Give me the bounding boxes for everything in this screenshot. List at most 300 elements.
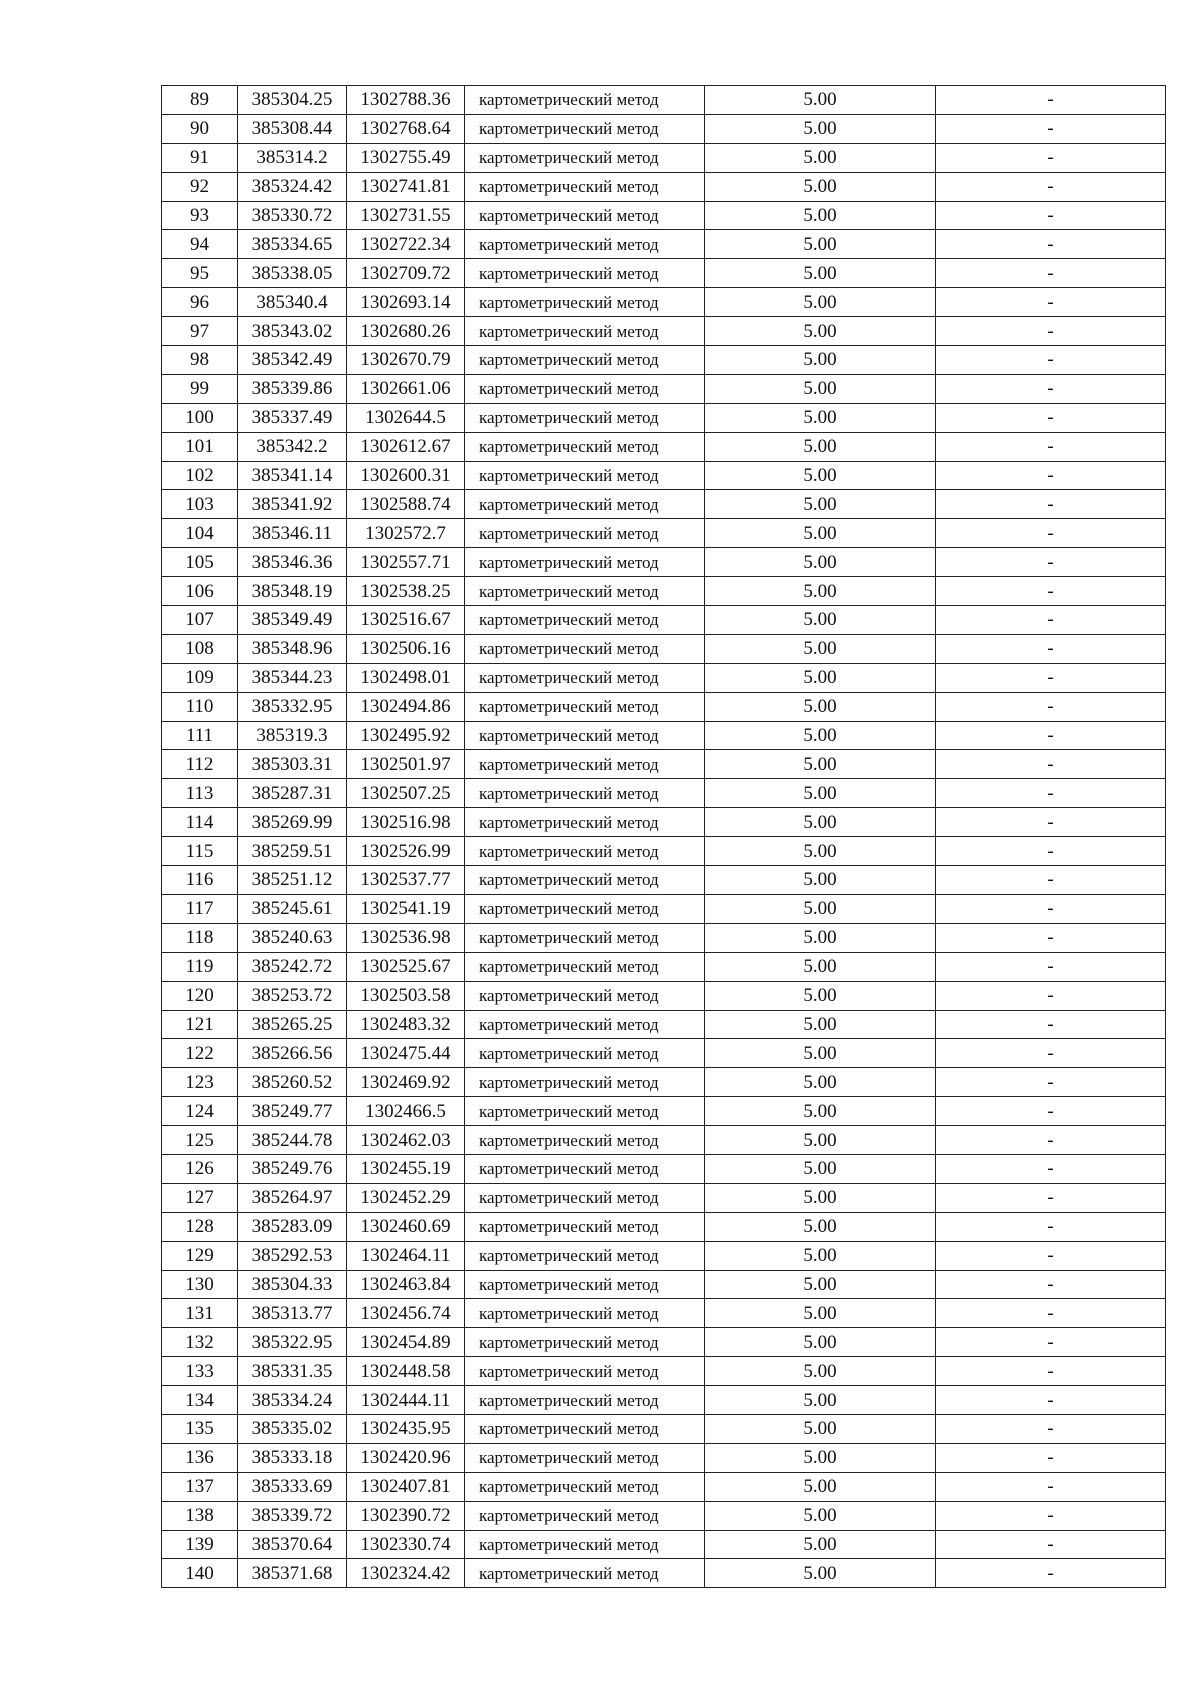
note-cell: - (936, 374, 1166, 403)
x-coordinate-cell: 385331.35 (238, 1357, 347, 1386)
table-row (162, 1126, 1166, 1155)
method-cell: картометрический метод (465, 1299, 705, 1328)
table-row (162, 1212, 1166, 1241)
accuracy-cell: 5.00 (705, 1501, 936, 1530)
table-row (162, 1530, 1166, 1559)
point-number-cell: 138 (162, 1501, 238, 1530)
y-coordinate-cell: 1302506.16 (347, 634, 465, 663)
x-coordinate-cell: 385348.19 (238, 577, 347, 606)
x-coordinate-cell: 385269.99 (238, 808, 347, 837)
point-number-cell: 96 (162, 288, 238, 317)
x-coordinate-cell: 385249.77 (238, 1097, 347, 1126)
point-number-cell: 90 (162, 114, 238, 143)
table-row (162, 1068, 1166, 1097)
x-coordinate-cell: 385264.97 (238, 1183, 347, 1212)
point-number-cell: 93 (162, 201, 238, 230)
x-coordinate-cell: 385335.02 (238, 1414, 347, 1443)
x-coordinate-cell: 385324.42 (238, 172, 347, 201)
table-row (162, 1357, 1166, 1386)
x-coordinate-cell: 385341.92 (238, 490, 347, 519)
accuracy-cell: 5.00 (705, 1559, 936, 1588)
method-cell: картометрический метод (465, 1241, 705, 1270)
note-cell: - (936, 606, 1166, 635)
table-row (162, 374, 1166, 403)
point-number-cell: 133 (162, 1357, 238, 1386)
accuracy-cell: 5.00 (705, 432, 936, 461)
method-cell: картометрический метод (465, 519, 705, 548)
point-number-cell: 107 (162, 606, 238, 635)
table-row (162, 894, 1166, 923)
note-cell: - (936, 1501, 1166, 1530)
y-coordinate-cell: 1302557.71 (347, 548, 465, 577)
x-coordinate-cell: 385242.72 (238, 952, 347, 981)
y-coordinate-cell: 1302498.01 (347, 663, 465, 692)
x-coordinate-cell: 385245.61 (238, 894, 347, 923)
x-coordinate-cell: 385314.2 (238, 143, 347, 172)
x-coordinate-cell: 385304.33 (238, 1270, 347, 1299)
method-cell: картометрический метод (465, 548, 705, 577)
note-cell: - (936, 1126, 1166, 1155)
point-number-cell: 129 (162, 1241, 238, 1270)
x-coordinate-cell: 385266.56 (238, 1039, 347, 1068)
table-row (162, 288, 1166, 317)
accuracy-cell: 5.00 (705, 1010, 936, 1039)
table-row (162, 1270, 1166, 1299)
point-number-cell: 137 (162, 1472, 238, 1501)
accuracy-cell: 5.00 (705, 1183, 936, 1212)
table-row (162, 1010, 1166, 1039)
x-coordinate-cell: 385341.14 (238, 461, 347, 490)
y-coordinate-cell: 1302768.64 (347, 114, 465, 143)
accuracy-cell: 5.00 (705, 866, 936, 895)
x-coordinate-cell: 385337.49 (238, 403, 347, 432)
y-coordinate-cell: 1302483.32 (347, 1010, 465, 1039)
accuracy-cell: 5.00 (705, 1530, 936, 1559)
x-coordinate-cell: 385313.77 (238, 1299, 347, 1328)
y-coordinate-cell: 1302680.26 (347, 317, 465, 346)
table-row (162, 1299, 1166, 1328)
x-coordinate-cell: 385338.05 (238, 259, 347, 288)
x-coordinate-cell: 385334.65 (238, 230, 347, 259)
point-number-cell: 99 (162, 374, 238, 403)
table-row (162, 403, 1166, 432)
accuracy-cell: 5.00 (705, 1039, 936, 1068)
y-coordinate-cell: 1302444.11 (347, 1386, 465, 1415)
y-coordinate-cell: 1302435.95 (347, 1414, 465, 1443)
note-cell: - (936, 259, 1166, 288)
y-coordinate-cell: 1302525.67 (347, 952, 465, 981)
accuracy-cell: 5.00 (705, 1357, 936, 1386)
x-coordinate-cell: 385346.11 (238, 519, 347, 548)
table-row (162, 1154, 1166, 1183)
point-number-cell: 134 (162, 1386, 238, 1415)
table-row (162, 143, 1166, 172)
coordinates-table-body (162, 86, 1166, 1588)
accuracy-cell: 5.00 (705, 1154, 936, 1183)
x-coordinate-cell: 385370.64 (238, 1530, 347, 1559)
accuracy-cell: 5.00 (705, 1414, 936, 1443)
note-cell: - (936, 288, 1166, 317)
y-coordinate-cell: 1302501.97 (347, 750, 465, 779)
method-cell: картометрический метод (465, 606, 705, 635)
note-cell: - (936, 952, 1166, 981)
accuracy-cell: 5.00 (705, 403, 936, 432)
y-coordinate-cell: 1302462.03 (347, 1126, 465, 1155)
method-cell: картометрический метод (465, 403, 705, 432)
note-cell: - (936, 779, 1166, 808)
point-number-cell: 120 (162, 981, 238, 1010)
accuracy-cell: 5.00 (705, 1097, 936, 1126)
table-row (162, 577, 1166, 606)
table-row (162, 1183, 1166, 1212)
y-coordinate-cell: 1302644.5 (347, 403, 465, 432)
point-number-cell: 118 (162, 923, 238, 952)
table-row (162, 1039, 1166, 1068)
point-number-cell: 89 (162, 86, 238, 115)
note-cell: - (936, 490, 1166, 519)
note-cell: - (936, 143, 1166, 172)
accuracy-cell: 5.00 (705, 721, 936, 750)
accuracy-cell: 5.00 (705, 374, 936, 403)
point-number-cell: 124 (162, 1097, 238, 1126)
accuracy-cell: 5.00 (705, 981, 936, 1010)
accuracy-cell: 5.00 (705, 114, 936, 143)
table-row (162, 230, 1166, 259)
note-cell: - (936, 317, 1166, 346)
table-row (162, 866, 1166, 895)
y-coordinate-cell: 1302722.34 (347, 230, 465, 259)
method-cell: картометрический метод (465, 923, 705, 952)
accuracy-cell: 5.00 (705, 1212, 936, 1241)
note-cell: - (936, 114, 1166, 143)
accuracy-cell: 5.00 (705, 894, 936, 923)
x-coordinate-cell: 385332.95 (238, 692, 347, 721)
accuracy-cell: 5.00 (705, 952, 936, 981)
table-row (162, 172, 1166, 201)
point-number-cell: 128 (162, 1212, 238, 1241)
x-coordinate-cell: 385371.68 (238, 1559, 347, 1588)
y-coordinate-cell: 1302494.86 (347, 692, 465, 721)
note-cell: - (936, 461, 1166, 490)
note-cell: - (936, 923, 1166, 952)
point-number-cell: 135 (162, 1414, 238, 1443)
y-coordinate-cell: 1302507.25 (347, 779, 465, 808)
note-cell: - (936, 750, 1166, 779)
table-row (162, 663, 1166, 692)
x-coordinate-cell: 385333.69 (238, 1472, 347, 1501)
y-coordinate-cell: 1302324.42 (347, 1559, 465, 1588)
y-coordinate-cell: 1302731.55 (347, 201, 465, 230)
x-coordinate-cell: 385283.09 (238, 1212, 347, 1241)
x-coordinate-cell: 385292.53 (238, 1241, 347, 1270)
table-row (162, 981, 1166, 1010)
method-cell: картометрический метод (465, 808, 705, 837)
table-row (162, 634, 1166, 663)
point-number-cell: 121 (162, 1010, 238, 1039)
coordinates-table (161, 85, 1166, 1588)
table-row (162, 1241, 1166, 1270)
table-row (162, 837, 1166, 866)
table-row (162, 259, 1166, 288)
y-coordinate-cell: 1302709.72 (347, 259, 465, 288)
note-cell: - (936, 1010, 1166, 1039)
note-cell: - (936, 837, 1166, 866)
method-cell: картометрический метод (465, 1559, 705, 1588)
accuracy-cell: 5.00 (705, 1472, 936, 1501)
note-cell: - (936, 1154, 1166, 1183)
table-row (162, 490, 1166, 519)
y-coordinate-cell: 1302788.36 (347, 86, 465, 115)
accuracy-cell: 5.00 (705, 317, 936, 346)
y-coordinate-cell: 1302588.74 (347, 490, 465, 519)
method-cell: картометрический метод (465, 1357, 705, 1386)
x-coordinate-cell: 385265.25 (238, 1010, 347, 1039)
point-number-cell: 108 (162, 634, 238, 663)
point-number-cell: 106 (162, 577, 238, 606)
method-cell: картометрический метод (465, 143, 705, 172)
method-cell: картометрический метод (465, 259, 705, 288)
point-number-cell: 91 (162, 143, 238, 172)
method-cell: картометрический метод (465, 201, 705, 230)
note-cell: - (936, 230, 1166, 259)
note-cell: - (936, 692, 1166, 721)
x-coordinate-cell: 385330.72 (238, 201, 347, 230)
method-cell: картометрический метод (465, 1530, 705, 1559)
method-cell: картометрический метод (465, 981, 705, 1010)
x-coordinate-cell: 385304.25 (238, 86, 347, 115)
y-coordinate-cell: 1302454.89 (347, 1328, 465, 1357)
accuracy-cell: 5.00 (705, 1443, 936, 1472)
y-coordinate-cell: 1302464.11 (347, 1241, 465, 1270)
x-coordinate-cell: 385251.12 (238, 866, 347, 895)
point-number-cell: 92 (162, 172, 238, 201)
y-coordinate-cell: 1302661.06 (347, 374, 465, 403)
y-coordinate-cell: 1302456.74 (347, 1299, 465, 1328)
accuracy-cell: 5.00 (705, 230, 936, 259)
point-number-cell: 116 (162, 866, 238, 895)
method-cell: картометрический метод (465, 1328, 705, 1357)
accuracy-cell: 5.00 (705, 923, 936, 952)
point-number-cell: 123 (162, 1068, 238, 1097)
y-coordinate-cell: 1302460.69 (347, 1212, 465, 1241)
note-cell: - (936, 1559, 1166, 1588)
accuracy-cell: 5.00 (705, 1270, 936, 1299)
accuracy-cell: 5.00 (705, 1299, 936, 1328)
note-cell: - (936, 634, 1166, 663)
method-cell: картометрический метод (465, 1010, 705, 1039)
note-cell: - (936, 519, 1166, 548)
point-number-cell: 101 (162, 432, 238, 461)
point-number-cell: 139 (162, 1530, 238, 1559)
point-number-cell: 115 (162, 837, 238, 866)
method-cell: картометрический метод (465, 634, 705, 663)
table-row (162, 1328, 1166, 1357)
table-row (162, 86, 1166, 115)
point-number-cell: 114 (162, 808, 238, 837)
point-number-cell: 98 (162, 346, 238, 375)
note-cell: - (936, 1328, 1166, 1357)
point-number-cell: 127 (162, 1183, 238, 1212)
accuracy-cell: 5.00 (705, 201, 936, 230)
method-cell: картометрический метод (465, 577, 705, 606)
x-coordinate-cell: 385339.72 (238, 1501, 347, 1530)
note-cell: - (936, 1472, 1166, 1501)
note-cell: - (936, 346, 1166, 375)
accuracy-cell: 5.00 (705, 519, 936, 548)
x-coordinate-cell: 385287.31 (238, 779, 347, 808)
method-cell: картометрический метод (465, 750, 705, 779)
table-row (162, 721, 1166, 750)
point-number-cell: 100 (162, 403, 238, 432)
method-cell: картометрический метод (465, 1154, 705, 1183)
method-cell: картометрический метод (465, 1472, 705, 1501)
table-row (162, 1472, 1166, 1501)
accuracy-cell: 5.00 (705, 346, 936, 375)
point-number-cell: 122 (162, 1039, 238, 1068)
accuracy-cell: 5.00 (705, 548, 936, 577)
method-cell: картометрический метод (465, 86, 705, 115)
point-number-cell: 126 (162, 1154, 238, 1183)
point-number-cell: 136 (162, 1443, 238, 1472)
y-coordinate-cell: 1302455.19 (347, 1154, 465, 1183)
note-cell: - (936, 1386, 1166, 1415)
accuracy-cell: 5.00 (705, 86, 936, 115)
method-cell: картометрический метод (465, 288, 705, 317)
method-cell: картометрический метод (465, 1097, 705, 1126)
y-coordinate-cell: 1302448.58 (347, 1357, 465, 1386)
table-row (162, 548, 1166, 577)
note-cell: - (936, 86, 1166, 115)
accuracy-cell: 5.00 (705, 172, 936, 201)
table-row (162, 1386, 1166, 1415)
point-number-cell: 97 (162, 317, 238, 346)
note-cell: - (936, 1183, 1166, 1212)
point-number-cell: 95 (162, 259, 238, 288)
y-coordinate-cell: 1302463.84 (347, 1270, 465, 1299)
x-coordinate-cell: 385322.95 (238, 1328, 347, 1357)
accuracy-cell: 5.00 (705, 779, 936, 808)
note-cell: - (936, 808, 1166, 837)
accuracy-cell: 5.00 (705, 143, 936, 172)
method-cell: картометрический метод (465, 1386, 705, 1415)
table-row (162, 1559, 1166, 1588)
y-coordinate-cell: 1302516.98 (347, 808, 465, 837)
x-coordinate-cell: 385348.96 (238, 634, 347, 663)
table-row (162, 317, 1166, 346)
note-cell: - (936, 577, 1166, 606)
method-cell: картометрический метод (465, 1501, 705, 1530)
accuracy-cell: 5.00 (705, 750, 936, 779)
x-coordinate-cell: 385333.18 (238, 1443, 347, 1472)
table-row (162, 808, 1166, 837)
y-coordinate-cell: 1302516.67 (347, 606, 465, 635)
accuracy-cell: 5.00 (705, 288, 936, 317)
table-row (162, 461, 1166, 490)
x-coordinate-cell: 385249.76 (238, 1154, 347, 1183)
method-cell: картометрический метод (465, 1443, 705, 1472)
x-coordinate-cell: 385342.49 (238, 346, 347, 375)
method-cell: картометрический метод (465, 692, 705, 721)
y-coordinate-cell: 1302503.58 (347, 981, 465, 1010)
x-coordinate-cell: 385259.51 (238, 837, 347, 866)
y-coordinate-cell: 1302407.81 (347, 1472, 465, 1501)
x-coordinate-cell: 385340.4 (238, 288, 347, 317)
method-cell: картометрический метод (465, 1270, 705, 1299)
method-cell: картометрический метод (465, 317, 705, 346)
note-cell: - (936, 1443, 1166, 1472)
point-number-cell: 132 (162, 1328, 238, 1357)
table-row (162, 201, 1166, 230)
method-cell: картометрический метод (465, 490, 705, 519)
y-coordinate-cell: 1302538.25 (347, 577, 465, 606)
point-number-cell: 113 (162, 779, 238, 808)
point-number-cell: 131 (162, 1299, 238, 1328)
table-row (162, 1501, 1166, 1530)
y-coordinate-cell: 1302600.31 (347, 461, 465, 490)
note-cell: - (936, 403, 1166, 432)
method-cell: картометрический метод (465, 866, 705, 895)
x-coordinate-cell: 385319.3 (238, 721, 347, 750)
point-number-cell: 125 (162, 1126, 238, 1155)
point-number-cell: 104 (162, 519, 238, 548)
x-coordinate-cell: 385253.72 (238, 981, 347, 1010)
y-coordinate-cell: 1302420.96 (347, 1443, 465, 1472)
x-coordinate-cell: 385342.2 (238, 432, 347, 461)
method-cell: картометрический метод (465, 952, 705, 981)
note-cell: - (936, 1241, 1166, 1270)
point-number-cell: 117 (162, 894, 238, 923)
note-cell: - (936, 1270, 1166, 1299)
y-coordinate-cell: 1302537.77 (347, 866, 465, 895)
method-cell: картометрический метод (465, 346, 705, 375)
point-number-cell: 105 (162, 548, 238, 577)
accuracy-cell: 5.00 (705, 1126, 936, 1155)
method-cell: картометрический метод (465, 114, 705, 143)
y-coordinate-cell: 1302330.74 (347, 1530, 465, 1559)
method-cell: картометрический метод (465, 1183, 705, 1212)
table-row (162, 952, 1166, 981)
x-coordinate-cell: 385343.02 (238, 317, 347, 346)
y-coordinate-cell: 1302572.7 (347, 519, 465, 548)
note-cell: - (936, 663, 1166, 692)
note-cell: - (936, 721, 1166, 750)
table-row (162, 692, 1166, 721)
note-cell: - (936, 866, 1166, 895)
x-coordinate-cell: 385334.24 (238, 1386, 347, 1415)
x-coordinate-cell: 385260.52 (238, 1068, 347, 1097)
point-number-cell: 103 (162, 490, 238, 519)
accuracy-cell: 5.00 (705, 461, 936, 490)
point-number-cell: 110 (162, 692, 238, 721)
note-cell: - (936, 1039, 1166, 1068)
accuracy-cell: 5.00 (705, 577, 936, 606)
method-cell: картометрический метод (465, 374, 705, 403)
point-number-cell: 94 (162, 230, 238, 259)
accuracy-cell: 5.00 (705, 606, 936, 635)
y-coordinate-cell: 1302469.92 (347, 1068, 465, 1097)
y-coordinate-cell: 1302495.92 (347, 721, 465, 750)
note-cell: - (936, 1414, 1166, 1443)
note-cell: - (936, 201, 1166, 230)
x-coordinate-cell: 385240.63 (238, 923, 347, 952)
method-cell: картометрический метод (465, 1039, 705, 1068)
table-row (162, 750, 1166, 779)
note-cell: - (936, 1299, 1166, 1328)
method-cell: картометрический метод (465, 779, 705, 808)
y-coordinate-cell: 1302452.29 (347, 1183, 465, 1212)
point-number-cell: 130 (162, 1270, 238, 1299)
point-number-cell: 111 (162, 721, 238, 750)
